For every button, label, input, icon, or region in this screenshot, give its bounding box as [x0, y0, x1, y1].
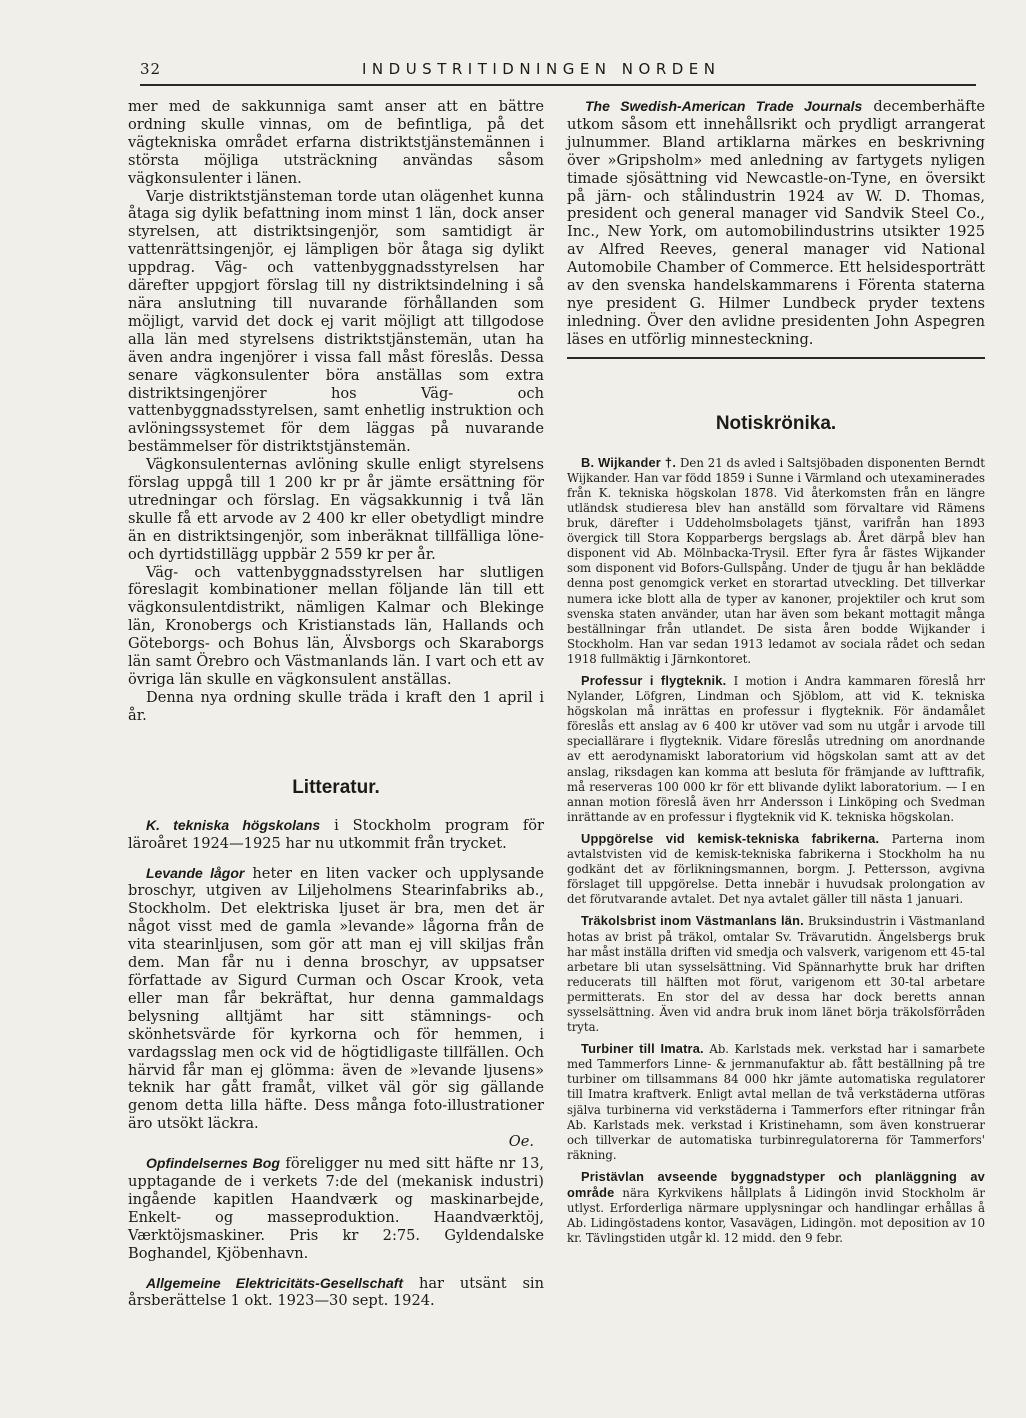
page-number: 32: [140, 60, 162, 78]
literature-text: heter en liten vacker och upplysande broschyr, utgiven av Liljeholmens Stearinfabriks ab., Stockholm. Det elektriska ljuset är bra, men det är något visst med de gamla »levande» lågorna från de vita stearinljusen, som gör att man ej vill skiljas från dem. Man får nu i denna broschyr, av uppsatser författade av Sigurd Curman och Oscar Krook, veta eller man får bekräftat, hur denna gammaldags belysning alltjämt har sitt stämnings- och skönhetsvärde för kyrkorna och för hemmen, i vardagsslag men ock vid de högtidligaste tillfällen. Och härvid får man ej glömma: även de »levande ljusens» teknik har gått framåt, vilket väl gör sig gällande genom detta lilla häfte. Dess många foto-illustrationer äro utsökt läckra.: [128, 864, 544, 1133]
journal-notice: [567, 98, 985, 349]
notice-title: Pristävlan avseende byggnadstyper och planläggning av område: [567, 1168, 985, 1200]
notice-text: nära Kyrkvikens hållplats å Lidingön invid Stockholm är utlyst. Erforderliga närmare upplysningar och handlingar erhållas å Ab. Lidingöstadens kontor, Vasavägen, Lidingön. mot deposition av 10 kr. Tävlingstiden utgår kl. 12 midd. den 9 febr.: [567, 1186, 985, 1246]
right-column: [567, 98, 985, 1246]
notice-text: Den 21 ds avled i Saltsjöbaden disponenten Berndt Wijkander. Han var född 1859 i Sunne i Värmland och utexaminerades från K. tekniska högskolan 1878. Vid återkomsten från en längre utländsk studieresa blev han anställd som förvaltare vid Rämens bruk, därefter i Uddeholmsbolagets tjänst, varifrån han 1893 övergick till Stora Kopparbergs bergslags ab. Året därpå blev han disponent vid Ab. Mölnbacka-Trysil. Efter fyra år fästes Wijkander som disponent vid Bofors-Gullspång. Under de tjugu år han beklädde denna post genomgick verket en storartad utveckling. Det tillverkar numera icke blott alla de typer av kanoner, projektiler och krut som svenska staten använder, utan har även som bekant mottagit många beställningar från utlandet. De sista åren bodde Wijkander i Stockholm. Han var sedan 1913 ledamot av sociala rådet och sedan 1918 fullmäktig i Järnkontoret.: [567, 455, 985, 666]
literature-text: har utsänt sin årsberättelse 1 okt. 1923—30 sept. 1924.: [128, 1274, 545, 1310]
literature-text: föreligger nu med sitt häfte nr 13, upptagande de i verkets 7:de del (mekanisk industri) ingående kapitlen Haandværk og maskinarbejde, Enkelt- og masseproduktion. Haandværktöj, Værktöjsmaskiner. Pris kr 2:75. Gyldendalske Boghandel, Kjöbenhavn.: [128, 1155, 544, 1262]
body-paragraph: Varje distriktstjänsteman torde utan olägenhet kunna åtaga sig dylik befattning inom minst 1 län, dock anser styrelsen, att distriktsingenjör, som samtidigt är vattenrättsingenjör, ej lämpligen bör åtaga sig dylikt uppdrag. Väg- och vattenbyggnadsstyrelsen har därefter uppgjort förslag till ny distriktsindelning i så nära anslutning till nuvarande förhållanden som möjligt, varvid det dock ej varit möjligt att tillgodose alla län med styrelsens distriktstjänstemän, utan ha även andra ingenjörer i vissa fall måst föreslås. Dessa senare vägkonsulenter böra anställas som extra distriktsingenjörer hos Väg- och vattenbyggnadsstyrelsen, samt enhetlig instruktion och avlöningssystemet för dem läggas på nuvarande bestämmelser för distriktstjänstemän.: [128, 187, 544, 456]
literature-title: Opfindelsernes Bog: [146, 1155, 280, 1172]
body-paragraph: Väg- och vattenbyggnadsstyrelsen har slutligen föreslagit kombinationer mellan följande län till ett vägkonsulentdistrikt, nämligen Kalmar och Blekinge län, Kronobergs och Kristianstads län, Hallands och Göteborgs- och Bohus län, Älvsborgs och Skaraborgs län samt Örebro och Västmanlands län. I vart och ett av övriga län skulle en vägkonsulent anställas.: [128, 563, 544, 688]
literature-entry: [128, 865, 544, 1134]
notice-item: [567, 831, 985, 907]
body-paragraph: Denna nya ordning skulle träda i kraft den 1 april i år.: [128, 688, 544, 724]
notice-item: [567, 913, 985, 1035]
notice-title: Professur i flygteknik.: [581, 673, 727, 688]
notice-title: B. Wijkander †.: [581, 454, 677, 470]
page-header: [140, 60, 976, 86]
body-paragraph: mer med de sakkunniga samt anser att en bättre ordning skulle vinnas, om de befintliga, på det vägtekniska området erfarna distriktstjänstemännen i största möjliga utsträckning användas såsom vägkonsulenter i länen.: [128, 98, 544, 187]
literature-entry: [128, 817, 544, 853]
section-divider: [567, 357, 985, 359]
notice-text: Bruksindustrin i Västmanland hotas av brist på träkol, omtalar Sv. Trävarutidn. Ängelsbergs bruk har måst inställa driften vid smedja och valsverk, varigenom ett 45-tal arbetare bli utan sysselsättning. Vid Spännarhytte bruk har driften reducerats till hälften mot förut, varigenom ett 30-tal arbetare permitterats. En stor del av dessa har dock beretts annan sysselsättning. Även vid andra bruk inom länet börja träkolsförråden tryta.: [567, 914, 986, 1035]
notice-item: [567, 673, 985, 825]
literature-title: Allgemeine Elektricitäts-Gesellschaft: [146, 1274, 404, 1291]
literature-title: K. tekniska högskolans: [146, 816, 321, 833]
notice-text: Parterna inom avtalstvisten vid de kemisk-tekniska fabrikerna i Stockholm ha nu godkänt det av förlikningsmannen, borgm. J. Pettersson, avgivna förslaget till uppgörelse. Detta innebär i huvudsak prolongation av det förutvarande avtalet. Det nya avtalet gäller till nästa 1 januari.: [567, 831, 985, 907]
literature-entry: [128, 1155, 544, 1262]
running-title: INDUSTRITIDNINGEN NORDEN: [362, 60, 721, 78]
litteratur-heading: Litteratur.: [292, 776, 380, 798]
notice-title: Turbiner till Imatra.: [581, 1041, 704, 1057]
notice-text: Ab. Karlstads mek. verkstad har i samarbete med Tammerfors Linne- & jernmanufaktur ab. fått beställning på tre turbiner om tillsammans 84 000 hkr jämte automatiska regulatorer till Imatra kraftverk. Enligt avtal mellan de två verkstäderna utföras själva turbinerna vid verkstäderna i Tammerfors efter ritningar från Ab. Karlstads mek. verkstad i Kristinehamn, som även konstruerar och tillverkar de automatiska turbinregulatorerna för Tammerfors' räkning.: [567, 1042, 986, 1162]
notice-item: [567, 1169, 985, 1246]
literature-title: Levande lågor: [146, 864, 245, 881]
notice-title: Uppgörelse vid kemisk-tekniska fabrikerna.: [581, 830, 880, 846]
literature-entry: [128, 1275, 544, 1311]
notice-title: Träkolsbrist inom Västmanlans län.: [581, 913, 804, 929]
notiskronika-heading: Notiskrönika.: [715, 412, 837, 434]
journal-text: decemberhäfte utkom såsom ett innehållsrikt och prydligt arrangerat julnummer. Bland artiklarna märkes en beskrivning över »Gripsholm» med anledning av fartygets nyligen timade sjösättning vid Newcastle-on-Tyne, en översikt på järn- och stålindustrin 1924 av W. D. Thomas, president och general manager vid Sandvik Steel Co., Inc., New York, om automobilindustrins utsikter 1925 av Alfred Reeves, general manager vid National Automobile Chamber of Commerce. Ett helsidesporträtt av den svenska handelskammarens i Förenta staterna nye president G. Hilmer Lundbeck pryder textens inledning. Över den avlidne presidenten John Aspegren läses en utförlig minnesteckning.: [567, 98, 985, 348]
journal-title: The Swedish-American Trade Journals: [585, 98, 863, 114]
notice-item: [567, 455, 985, 667]
literature-text: i Stockholm program för läroåret 1924—1925 har nu utkommit från trycket.: [128, 816, 544, 852]
signature: Oe.: [508, 1133, 534, 1151]
body-paragraph: Vägkonsulenternas avlöning skulle enligt styrelsens förslag uppgå till 1 200 kr pr år jämte ersättning för utredningar och förslag. En vägsakkunnig i två län skulle få ett arvode av 2 400 kr eller obetydligt mindre än en distriktsingenjör, som inberäknat tillfälliga löne- och dyrtidstillägg uppbär 2 559 kr per år.: [128, 456, 544, 563]
left-column: [128, 98, 544, 1310]
notice-text: I motion i Andra kammaren föreslå hrr Nylander, Löfgren, Lindman och Sjöblom, att vid K. tekniska högskolan må inrättas en professur i flygteknik. För ändamålet föreslås ett anslag av 6 400 kr utöver vad som nu utgår i arvode till speciallärare i flygteknik. Vidare föreslås utredning om anordnande av ett aerodynamiskt laboratorium vid högskolan samt att av det anslag, riksdagen kan komma att besluta för främjande av lufttrafik, må reserveras 100 000 kr för ett blivande dylikt laboratorium. — I en annan motion föreslå även hrr Andersson i Linköping och Svedman inrättande av en professur i flygteknik vid K. tekniska högskolan.: [567, 674, 985, 824]
notice-item: [567, 1041, 985, 1163]
